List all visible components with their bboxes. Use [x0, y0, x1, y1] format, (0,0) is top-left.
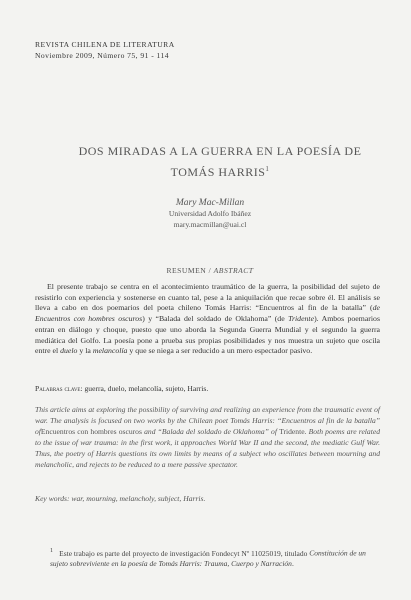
summary-heading-es: RESUMEN [166, 266, 207, 275]
resumen-text-3: ). Ambos poemarios entran en diálogo y choque, puesto que uno aborda la Segunda Guerra Mundial y el segundo la guerra mediática del Golfo. La poesía pone a prueba sus propias posibilidades y nos muestra un sujeto que oscila entre el [35, 314, 380, 356]
abstract-en-roman-1: Encuentros con hombres oscuros [40, 426, 142, 436]
article-title [60, 142, 380, 181]
english-keywords-label: Key words: [35, 494, 70, 503]
footnote [50, 546, 380, 570]
author-block [130, 197, 290, 230]
summary-heading-en: ABSTRACT [213, 266, 254, 275]
resumen-italic-3: duelo [60, 346, 78, 356]
journal-header [35, 39, 175, 61]
footnote-end: . [291, 559, 294, 569]
author-institution: Universidad Adolfo Ibáñez [168, 209, 252, 218]
summary-heading [140, 266, 280, 275]
footnote-mark: 1 [50, 547, 54, 554]
palabras-clave-label: Palabras clave: [35, 384, 83, 393]
author-email: mary.macmillan@uai.cl [173, 219, 247, 229]
english-abstract [35, 405, 380, 470]
footnote-text: Este trabajo es parte del proyecto de investigación Fondecyt Nº 11025019, titulado [59, 548, 310, 558]
author-name: Mary Mac-Millan [175, 198, 245, 208]
english-keywords [35, 494, 380, 505]
resumen-italic-4: melancolía [92, 346, 128, 356]
title-footnote-mark: 1 [265, 165, 270, 173]
resumen-italic-1: de Encuentros con hombres oscuros [35, 303, 380, 324]
resumen-paragraph [35, 282, 380, 357]
abstract-en-text-3: . Both poems are related to the issue of war trauma: in the first work, it approaches World War II and the second, the mediatic Gulf War. Thus, the poetry of Harris questions its own limits by means of a subject who oscillates between mourning and melancholic, and rejects to be reduced to a mere passive spectator. [35, 426, 380, 469]
title-line-2 [60, 160, 380, 181]
resumen-text-2: ) y “Balada del soldado de Oklahoma” (de [142, 314, 289, 324]
resumen-text-4: y la [77, 346, 93, 356]
palabras-clave-text: guerra, duelo, melancolía, sujeto, Harris. [82, 384, 209, 393]
abstract-en-text-1: This article aims at exploring the possibility of surviving and realizing an experience from the traumatic event of war. The analysis is focused on two works by the Chilean poet Tomás Harris: “Encuentros al fin de la batalla” of [35, 405, 380, 436]
title-line-2-text: TOMÁS HARRIS [170, 165, 266, 179]
abstract-en-text-2: and “Balada del soldado de Oklahoma” of [141, 426, 280, 436]
resumen-text-5: y que se niega a ser reducido a un mero espectador pasivo. [127, 346, 313, 356]
palabras-clave [35, 384, 380, 395]
journal-name: REVISTA CHILENA DE LITERATURA [35, 40, 175, 49]
resumen-italic-2: Tridente [288, 314, 315, 324]
resumen-text-1: El presente trabajo se centra en el acontecimiento traumático de la guerra, la posibilidad del sujeto de resistirlo con experiencia y sostenerse en cuanto tal, pese a la aniquilación que recae sobre él. El análisis se lleva a cabo en dos poemarios del poeta chileno Tomás Harris: “Encuentros al fin de la batalla” ( [35, 282, 380, 313]
abstract-en-roman-2: Tridente [279, 426, 305, 436]
title-line-1: DOS MIRADAS A LA GUERRA EN LA POESÍA DE [78, 144, 362, 158]
summary-heading-sep: / [206, 266, 214, 275]
english-keywords-text: war, mourning, melancholy, subject, Harris. [69, 494, 206, 503]
journal-issue: Noviembre 2009, Número 75, 91 - 114 [35, 51, 169, 60]
footnote-italic: Constitución de un sujeto sobreviviente en la poesía de Tomás Harris: Trauma, Cuerpo y Narración [50, 548, 366, 569]
